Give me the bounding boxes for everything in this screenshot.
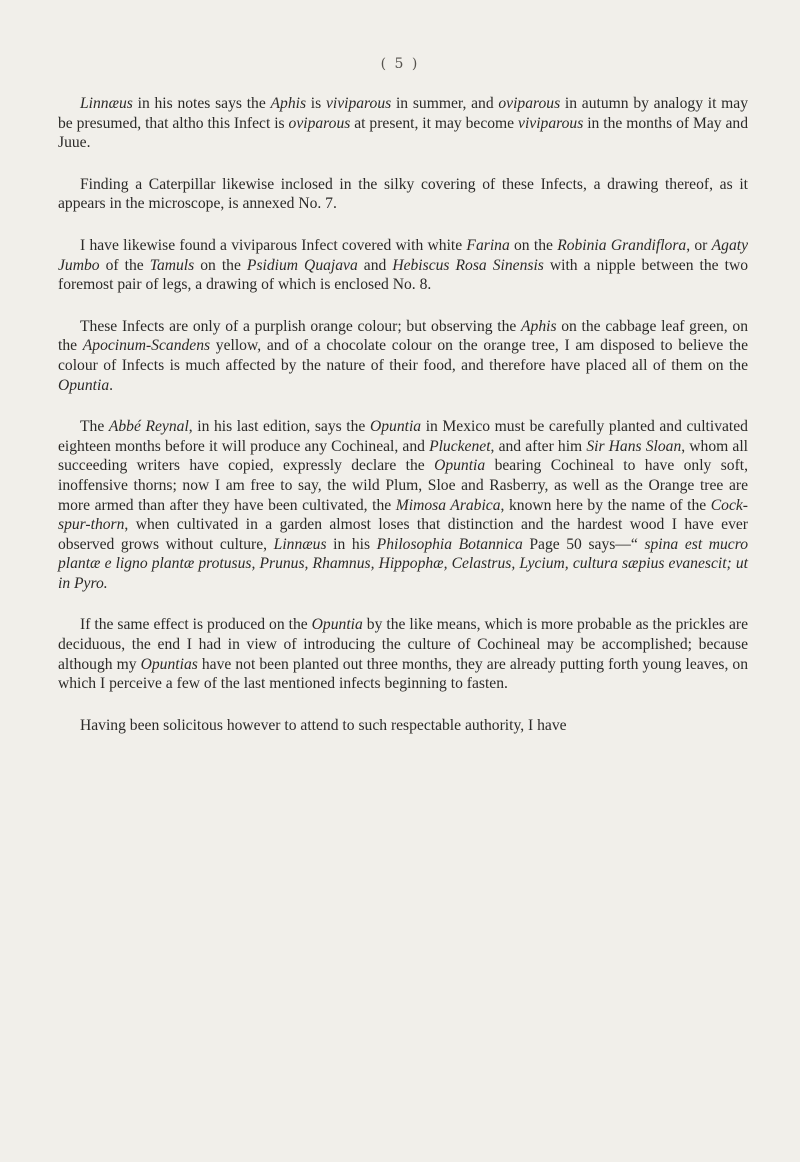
paragraph-7 — [58, 716, 748, 736]
text-run: , or — [686, 236, 712, 254]
italic-run: Robinia Grandiflora — [557, 236, 687, 254]
italic-run: Aphis — [270, 95, 307, 112]
text-run: in Mexico must be carefully planted and cultivated eighteen months before it will produce any Cochineal, and — [58, 418, 748, 455]
text-run: on the — [509, 236, 558, 254]
text-run: Having been solicitous however to attend to such respectable authority, I have — [80, 716, 567, 734]
text-run: These Infects are only of a purplish orange colour; but observing the — [80, 317, 522, 335]
text-run: yellow, and of a chocolate colour on the orange tree, I am disposed to believe the colour of Infects is much affected by the nature of their food, and therefore have placed all of them on the — [58, 337, 748, 374]
italic-run: oviparous — [498, 95, 561, 112]
italic-run: Linnæus — [273, 535, 327, 553]
italic-run: Mimosa Arabica — [395, 496, 501, 514]
text-run: is — [306, 95, 326, 112]
italic-run: Psidium Quajava — [246, 256, 358, 274]
italic-run: Abbé Reynal — [108, 418, 189, 436]
text-run: of the — [99, 256, 150, 274]
italic-run: Philosophia Botannica — [376, 535, 523, 553]
text-run: and — [357, 256, 393, 274]
paragraph-3 — [58, 236, 748, 295]
paragraph-4 — [58, 317, 748, 395]
italic-run: Aphis — [521, 317, 557, 335]
italic-run: Hebiscus Rosa Sinensis — [392, 256, 544, 274]
text-run: , known here by the name of the — [500, 496, 711, 514]
text-run: bearing Cochineal to have only soft, inoffensive thorns; now I am free to say, the wild Plum, Sloe and Rasberry, as well as the Orange tree are more armed than after they have been cultivated, the — [58, 457, 748, 514]
italic-run: Pluckenet — [429, 437, 491, 455]
text-run: in summer, and — [391, 95, 499, 112]
italic-run: Opuntia — [369, 418, 422, 436]
body-text — [58, 94, 748, 757]
italic-run: Tamuls — [149, 256, 195, 274]
italic-run: Opuntia — [434, 457, 486, 475]
text-run: , whom all succeeding writers have copied, expressly declare the — [58, 437, 748, 475]
italic-run: Linnæus — [80, 95, 133, 112]
italic-run: Opuntia — [58, 376, 110, 394]
paragraph-6 — [58, 615, 748, 693]
italic-run: spina est mucro plantæ e ligno plantæ protusus, Prunus, Rhamnus, Hippophæ, Celastrus, Lycium, cultura sæpius evanescit; ut in Pyro. — [58, 535, 749, 592]
page-number: ( 5 ) — [380, 56, 420, 72]
italic-run: oviparous — [288, 114, 351, 132]
text-run: have not been planted out three months, they are already putting forth young leaves, on which I perceive a few of the last mentioned infects beginning to fasten. — [58, 655, 748, 693]
text-run: in autumn by analogy it may be presumed, that altho this Infect is — [58, 95, 749, 132]
text-run: The — [80, 418, 109, 436]
text-run: , in his last edition, says the — [188, 418, 370, 436]
text-run: Finding a Caterpillar likewise inclosed in the silky covering of these Infects, a drawing thereof, as it appears in the microscope, is annexed No. 7. — [58, 175, 748, 213]
text-run: , when cultivated in a garden almost loses that distinction and the hardest wood I have ever observed grows without culture, — [58, 516, 748, 553]
text-run: by the like means, which is more probable as the prickles are deciduous, the end I had in view of introducing the culture of Cochineal may be accomplished; because although my — [58, 616, 748, 673]
text-run: in his — [326, 535, 377, 553]
text-run: at present, it may become — [350, 114, 519, 132]
paragraph-5 — [58, 417, 748, 593]
italic-run: viviparous — [325, 95, 392, 112]
italic-run: Sir Hans Sloan — [586, 437, 682, 455]
paragraph-1 — [58, 94, 748, 153]
italic-run: Farina — [466, 236, 510, 254]
italic-run: Opuntia — [311, 616, 363, 634]
italic-run: Apocinum-Scandens — [82, 337, 211, 355]
text-run: in his notes says the — [132, 95, 271, 112]
italic-run: Agaty Jumbo — [58, 236, 749, 274]
text-run: I have likewise found a viviparous Infect covered with white — [80, 236, 467, 254]
text-run: Page 50 says—“ — [522, 535, 645, 553]
italic-run: Cock-spur-thorn — [58, 496, 748, 534]
text-run: If the same effect is produced on the — [80, 616, 312, 634]
paragraph-2 — [58, 175, 748, 214]
text-run: on the — [194, 256, 247, 274]
text-run: . — [109, 376, 114, 394]
italic-run: Opuntias — [140, 655, 198, 673]
text-run: , and after him — [490, 437, 587, 455]
text-run: in the months of May and Juue. — [58, 114, 748, 152]
text-run: with a nipple between the two foremost pair of legs, a drawing of which is enclosed No. 8. — [58, 256, 748, 294]
italic-run: viviparous — [518, 114, 584, 132]
text-run: on the cabbage leaf green, on the — [58, 317, 749, 355]
